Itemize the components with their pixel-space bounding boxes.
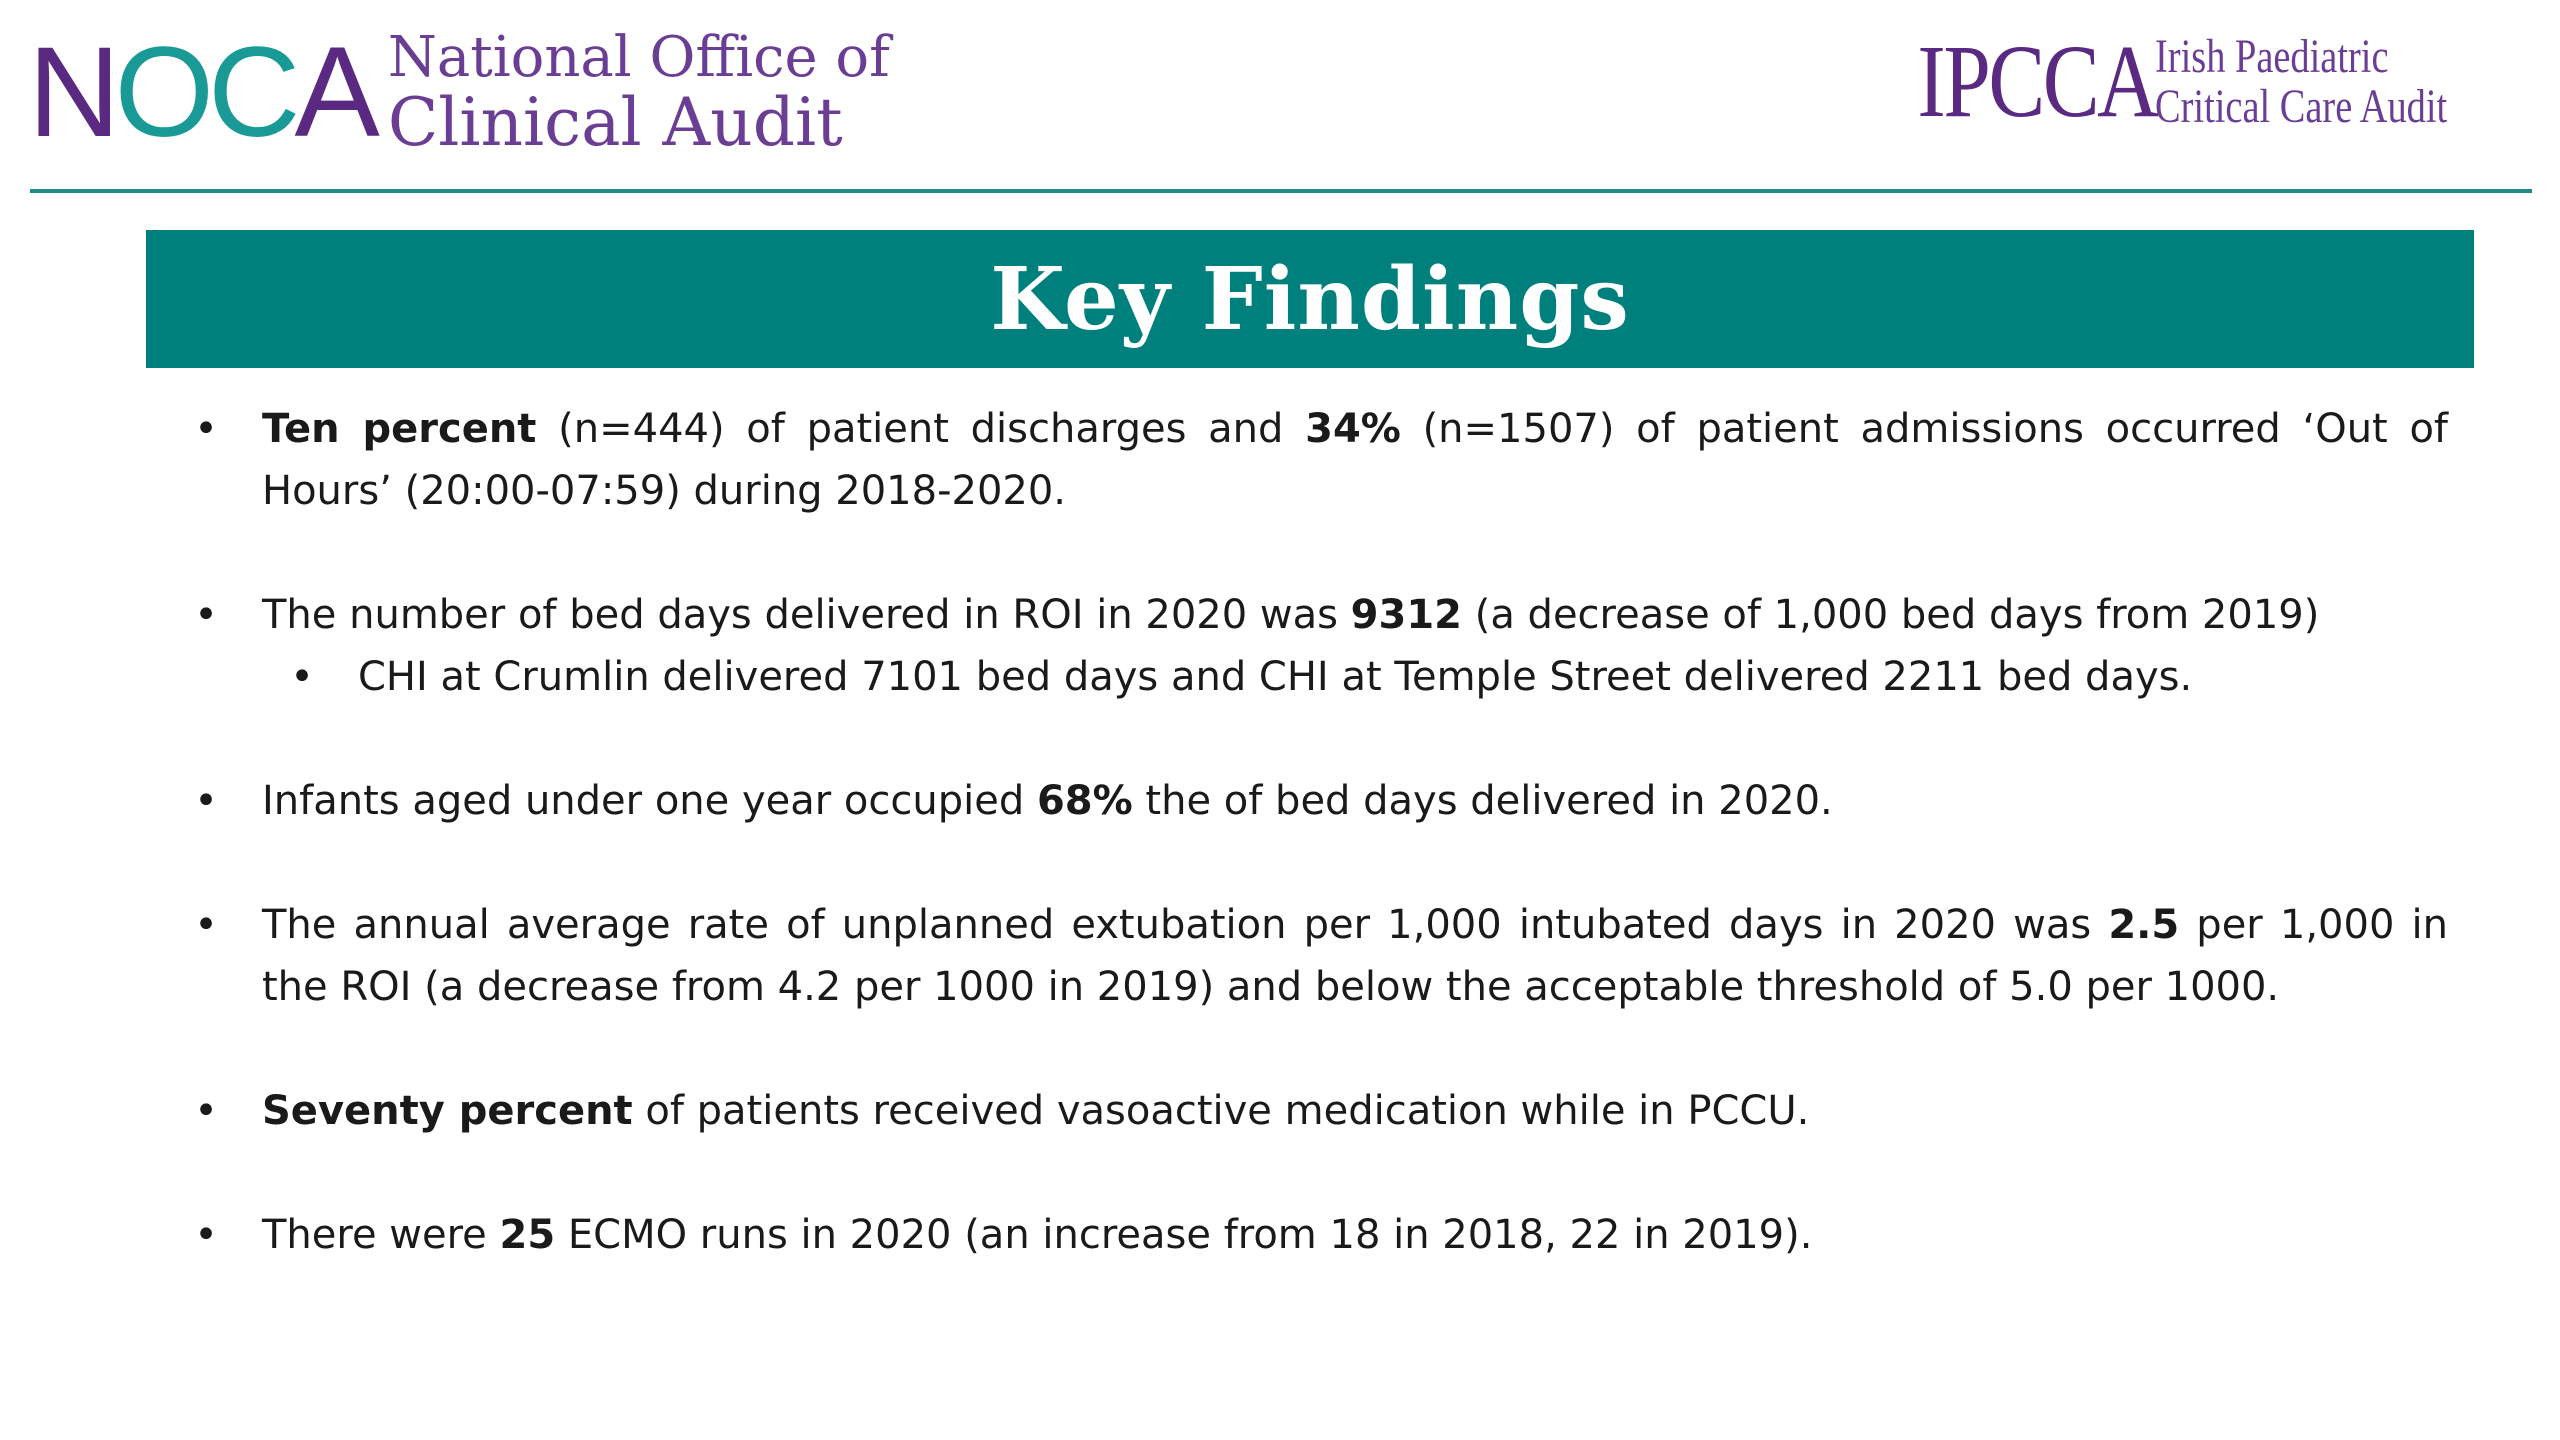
title-banner [146,230,2474,368]
finding-bed-days-sub: • CHI at Crumlin delivered 7101 bed days and CHI at Temple Street delivered 2211 bed days. [186,646,2448,708]
ipcca-logo-mark: IPCCA [1917,24,2157,139]
ipcca-line1: Irish Paediatric [2154,29,2389,83]
ipcca-line2: Critical Care Audit [2154,80,2447,133]
finding-vasoactive: • Seventy percent of patients received vasoactive medication while in PCCU. [186,1080,2448,1142]
finding-bed-days: • The number of bed days delivered in ROI in 2020 was 9312 (a decrease of 1,000 bed days from 2019) [186,584,2448,646]
bullet: • [194,406,218,452]
bullet: • [194,902,218,948]
noca-logo-text [387,25,890,161]
finding-out-of-hours: • Ten percent (n=444) of patient discharges and 34% (n=1507) of patient admissions occurred ‘Out of Hours’ (20:00-07:59) during 2018-2020. [186,398,2448,522]
ipcca-logo [1865,24,2520,139]
finding-ecmo: • There were 25 ECMO runs in 2020 (an increase from 18 in 2018, 22 in 2019). [186,1204,2448,1266]
page-title: Key Findings [990,248,1630,350]
noca-line2: Clinical Audit [387,84,843,161]
bullet: • [194,592,218,638]
sub-bullet: • [290,654,314,700]
noca-logo-mark: N OC A [28,21,374,164]
header-divider [30,189,2532,193]
bullet: • [194,1088,218,1134]
bullet: • [194,778,218,824]
header [0,0,2560,200]
noca-line1: National Office of [387,25,890,90]
noca-logo [28,21,890,164]
bullet: • [194,1212,218,1258]
findings-list [186,398,2448,1328]
finding-extubation: • The annual average rate of unplanned extubation per 1,000 intubated days in 2020 was 2.5 per 1,000 in the ROI (a decrease from 4.2 per 1000 in 2019) and below the acceptable threshold of 5.0 per 1000. [186,894,2448,1018]
ipcca-logo-text [2154,29,2447,133]
finding-infants: • Infants aged under one year occupied 68% the of bed days delivered in 2020. [186,770,2448,832]
